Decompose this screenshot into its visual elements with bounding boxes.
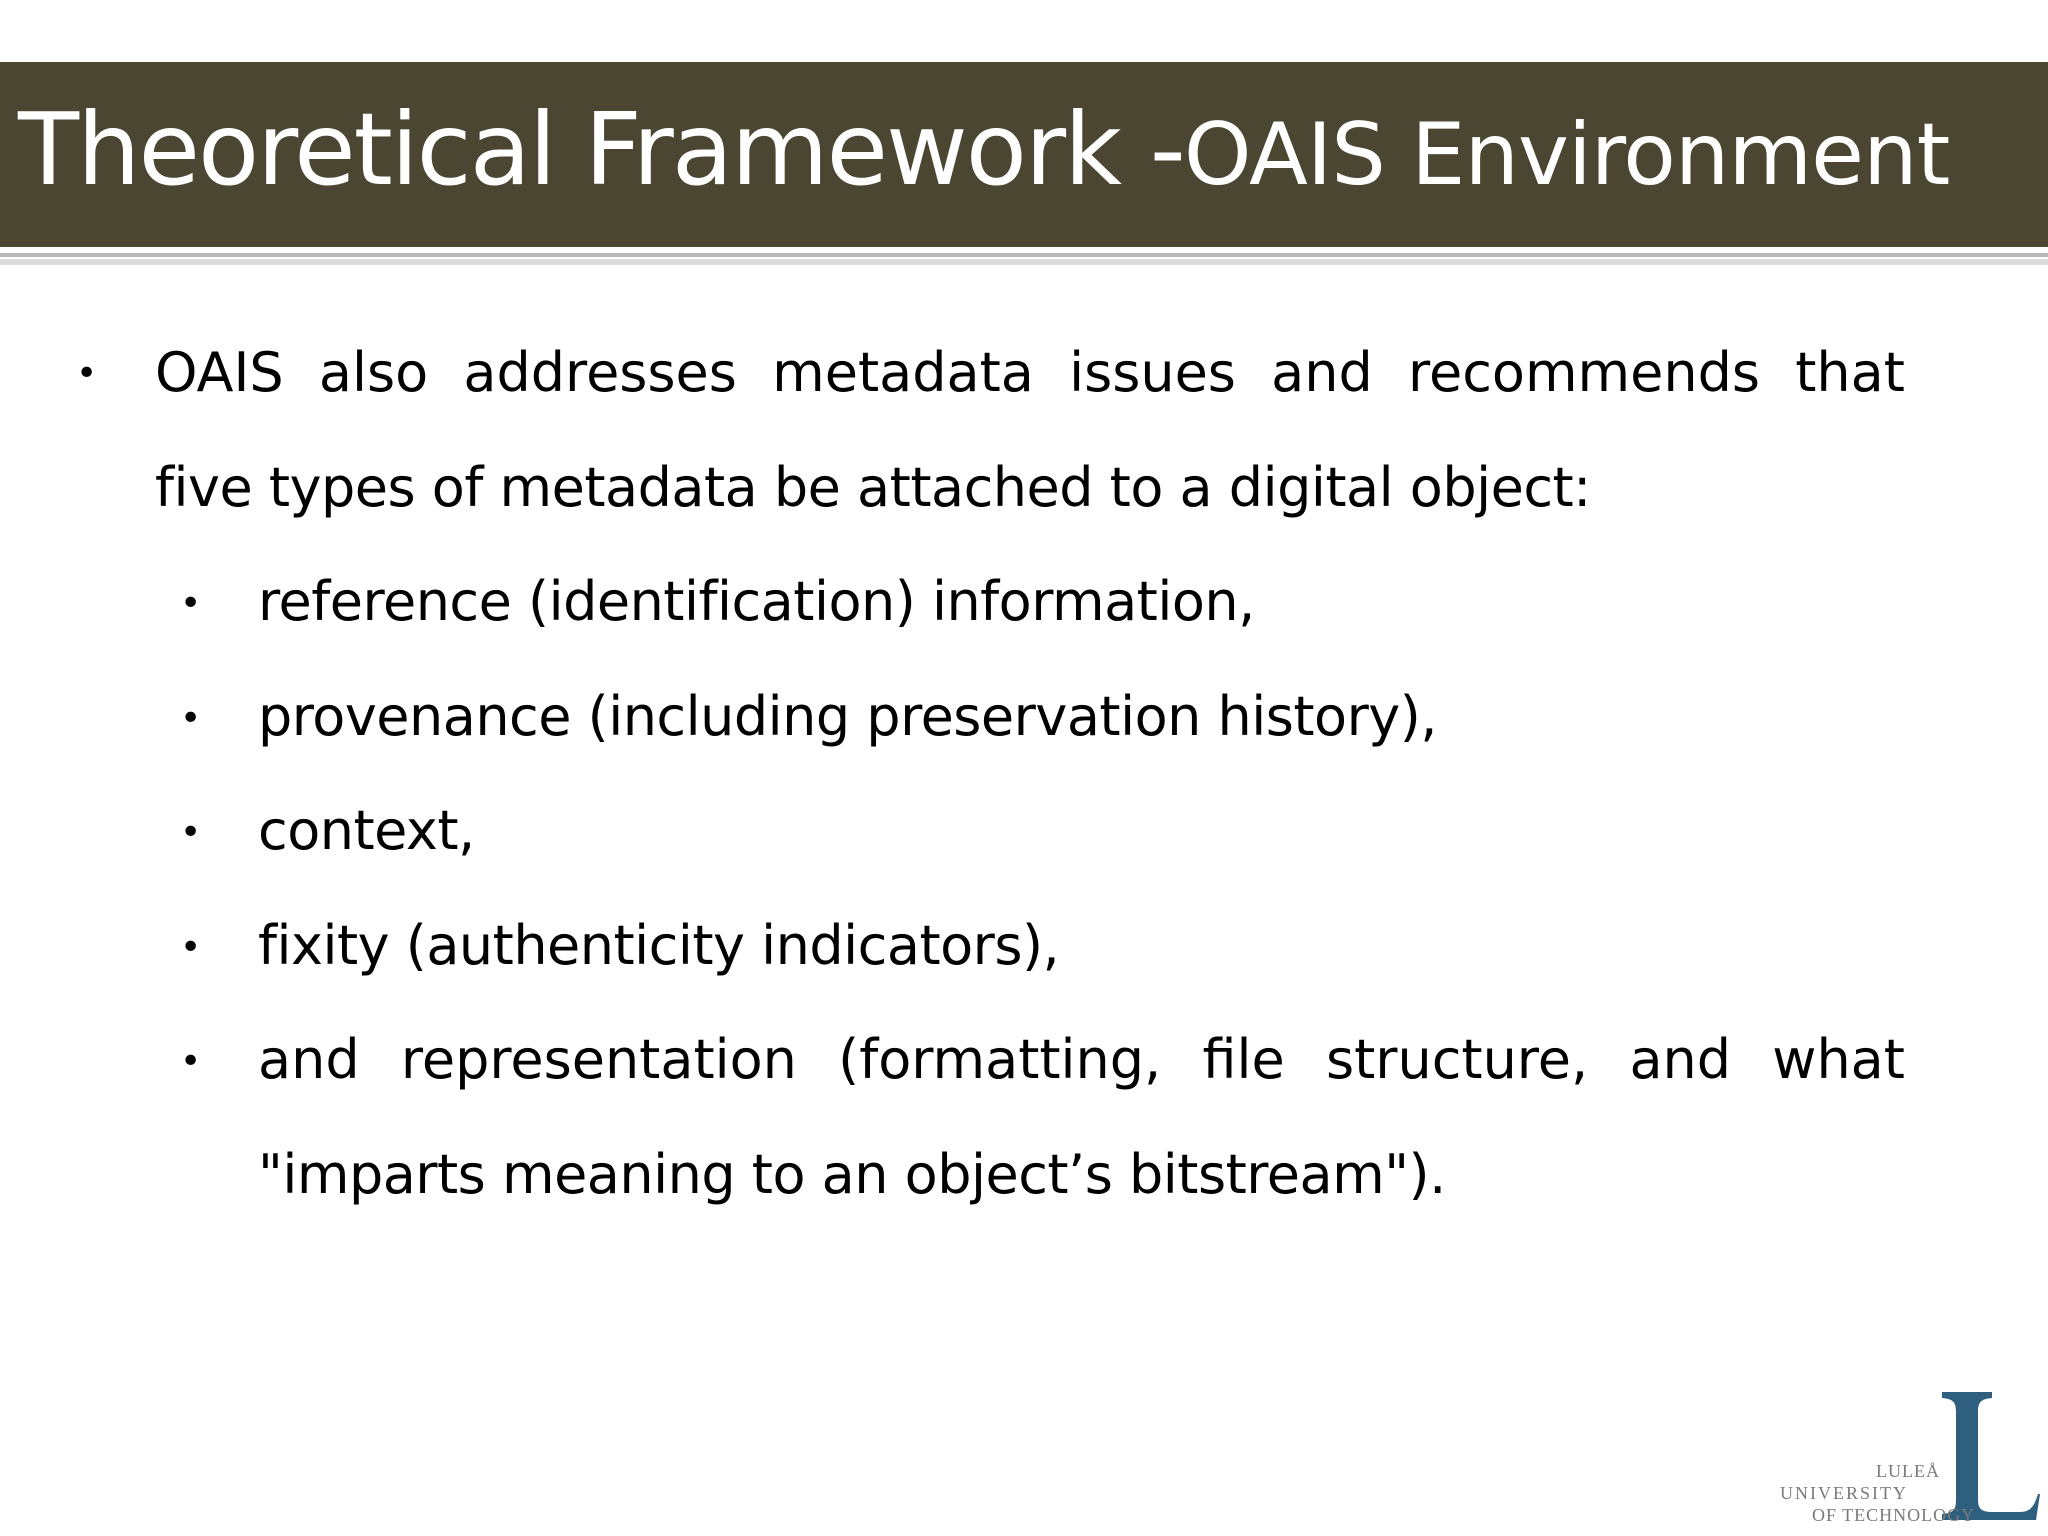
word: issues (1069, 341, 1236, 404)
logo-text-university: UNIVERSITY (1780, 1483, 1908, 1503)
word: and (1629, 1028, 1732, 1091)
bullet-icon: • (180, 927, 202, 968)
bullet-icon: • (76, 353, 98, 394)
list-item-context: context, (258, 799, 475, 862)
word: recommends (1407, 341, 1761, 404)
logo-text-lulea: LULEÅ (1876, 1461, 1940, 1481)
word: also (318, 341, 429, 404)
bullet-icon: • (180, 698, 202, 739)
list-item-reference: reference (identification) information, (258, 570, 1255, 633)
word: that (1795, 341, 1905, 404)
list-item-representation-line-2: "imparts meaning to an object’s bitstream"). (258, 1143, 1446, 1206)
list-item-representation-line-1 (258, 1028, 1905, 1091)
word: structure, (1325, 1028, 1589, 1091)
bullet-icon: • (180, 1041, 202, 1082)
bullet-icon: • (180, 812, 202, 853)
intro-text-line-2: five types of metadata be attached to a digital object: (155, 456, 1591, 519)
university-logo (1776, 1388, 2040, 1528)
word: addresses (463, 341, 737, 404)
logo-text-technology: OF TECHNOLOGY (1812, 1505, 1976, 1525)
word: representation (400, 1028, 797, 1091)
word: and (258, 1028, 360, 1091)
bullet-icon: • (180, 583, 202, 624)
list-item-fixity: fixity (authenticity indicators), (258, 914, 1060, 977)
word: and (1271, 341, 1373, 404)
slide-title-main: Theoretical Framework - (18, 91, 1184, 208)
word: metadata (772, 341, 1034, 404)
word: file (1202, 1028, 1285, 1091)
word: (formatting, (838, 1028, 1162, 1091)
intro-text-line-1 (155, 341, 1905, 404)
word: OAIS (155, 341, 284, 404)
slide-title-sub: OAIS Environment (1183, 105, 1950, 205)
list-item-provenance: provenance (including preservation history), (258, 685, 1437, 748)
word: what (1772, 1028, 1905, 1091)
